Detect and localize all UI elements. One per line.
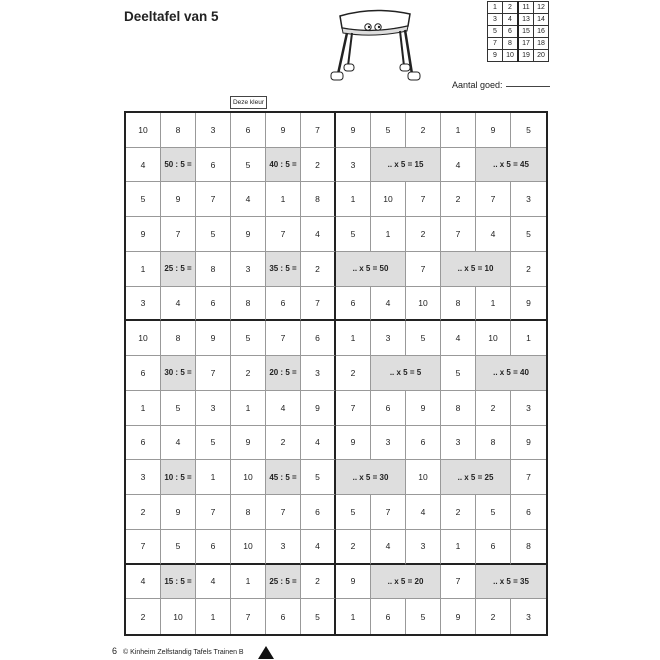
number-cell: 6 — [301, 495, 336, 530]
number-cell: 6 — [476, 530, 511, 565]
number-cell: 4 — [441, 148, 476, 183]
number-cell: 8 — [511, 530, 546, 565]
number-cell: 10 — [126, 113, 161, 148]
number-cell: 6 — [196, 148, 231, 183]
number-cell: 8 — [231, 287, 266, 322]
number-cell: 5 — [301, 599, 336, 634]
number-cell: 9 — [441, 599, 476, 634]
number-cell: 7 — [406, 182, 441, 217]
exercise-cell[interactable]: 40 : 5 = — [266, 148, 301, 183]
number-cell: 10 — [231, 460, 266, 495]
number-cell: 5 — [406, 599, 441, 634]
number-cell: 1 — [336, 321, 371, 356]
score-cell: 2 — [503, 2, 519, 14]
number-cell: 9 — [511, 287, 546, 322]
exercise-cell[interactable]: 15 : 5 = — [161, 565, 196, 600]
number-cell: 3 — [196, 113, 231, 148]
score-cell: 1 — [488, 2, 503, 14]
score-cell: 7 — [488, 38, 503, 50]
number-cell: 7 — [406, 252, 441, 287]
score-cell: 12 — [534, 2, 549, 14]
number-cell: 3 — [301, 356, 336, 391]
number-cell: 6 — [231, 113, 266, 148]
score-table — [487, 1, 549, 62]
number-cell: 7 — [301, 287, 336, 322]
exercise-cell[interactable]: 20 : 5 = — [266, 356, 301, 391]
number-cell: 1 — [441, 113, 476, 148]
number-cell: 4 — [126, 565, 161, 600]
number-cell: 4 — [301, 217, 336, 252]
number-cell: 4 — [161, 426, 196, 461]
number-cell: 10 — [126, 321, 161, 356]
number-cell: 10 — [476, 321, 511, 356]
number-cell: 4 — [371, 287, 406, 322]
number-cell: 3 — [406, 530, 441, 565]
number-cell: 3 — [511, 391, 546, 426]
number-cell: 8 — [231, 495, 266, 530]
number-cell: 9 — [336, 113, 371, 148]
number-cell: 3 — [196, 391, 231, 426]
aantal-goed — [452, 80, 550, 90]
exercise-cell[interactable]: .. x 5 = 50 — [336, 252, 406, 287]
score-cell: 19 — [518, 50, 534, 62]
exercise-cell[interactable]: 30 : 5 = — [161, 356, 196, 391]
score-cell: 6 — [503, 26, 519, 38]
score-cell: 11 — [518, 2, 534, 14]
number-cell: 9 — [266, 113, 301, 148]
number-cell: 1 — [511, 321, 546, 356]
number-cell: 5 — [231, 148, 266, 183]
number-cell: 7 — [196, 356, 231, 391]
number-cell: 7 — [511, 460, 546, 495]
number-cell: 9 — [511, 426, 546, 461]
number-cell: 9 — [476, 113, 511, 148]
number-cell: 2 — [441, 495, 476, 530]
number-cell: 4 — [126, 148, 161, 183]
number-cell: 9 — [336, 565, 371, 600]
number-cell: 2 — [441, 182, 476, 217]
number-cell: 9 — [231, 426, 266, 461]
number-cell: 6 — [266, 287, 301, 322]
number-cell: 5 — [126, 182, 161, 217]
number-cell: 1 — [336, 599, 371, 634]
score-cell: 15 — [518, 26, 534, 38]
number-cell: 8 — [301, 182, 336, 217]
number-cell: 4 — [371, 530, 406, 565]
number-cell: 7 — [126, 530, 161, 565]
score-row — [488, 38, 549, 50]
number-cell: 8 — [441, 391, 476, 426]
number-cell: 3 — [126, 287, 161, 322]
number-cell: 5 — [161, 391, 196, 426]
aantal-goed-label: Aantal goed: — [452, 80, 503, 90]
number-cell: 9 — [196, 321, 231, 356]
number-cell: 7 — [301, 113, 336, 148]
number-cell: 5 — [511, 217, 546, 252]
number-cell: 5 — [161, 530, 196, 565]
number-cell: 8 — [161, 113, 196, 148]
score-cell: 3 — [488, 14, 503, 26]
number-cell: 3 — [371, 321, 406, 356]
number-cell: 4 — [231, 182, 266, 217]
number-cell: 4 — [301, 530, 336, 565]
score-cell: 17 — [518, 38, 534, 50]
number-cell: 6 — [196, 530, 231, 565]
score-cell: 10 — [503, 50, 519, 62]
page-footer — [112, 646, 244, 656]
score-cell: 20 — [534, 50, 549, 62]
number-cell: 6 — [336, 287, 371, 322]
number-cell: 7 — [231, 599, 266, 634]
number-cell: 3 — [126, 460, 161, 495]
exercise-cell[interactable]: .. x 5 = 30 — [336, 460, 406, 495]
number-cell: 7 — [266, 321, 301, 356]
number-cell: 4 — [196, 565, 231, 600]
number-cell: 6 — [126, 426, 161, 461]
number-cell: 6 — [371, 599, 406, 634]
exercise-cell[interactable]: .. x 5 = 45 — [476, 148, 546, 183]
number-cell: 7 — [196, 495, 231, 530]
number-cell: 7 — [161, 217, 196, 252]
number-cell: 6 — [511, 495, 546, 530]
number-cell: 9 — [126, 217, 161, 252]
number-cell: 2 — [511, 252, 546, 287]
exercise-cell[interactable]: .. x 5 = 20 — [371, 565, 441, 600]
number-cell: 7 — [476, 182, 511, 217]
number-cell: 9 — [336, 426, 371, 461]
number-cell: 2 — [476, 391, 511, 426]
number-cell: 3 — [526, 611, 531, 622]
number-cell: 1 — [336, 182, 371, 217]
number-cell: 6 — [406, 426, 441, 461]
number-cell: 5 — [476, 495, 511, 530]
number-cell: 7 — [196, 182, 231, 217]
exercise-grid — [124, 111, 548, 636]
exercise-cell[interactable]: .. x 5 = 35 — [476, 565, 546, 600]
number-cell: 8 — [196, 252, 231, 287]
number-cell: 4 — [476, 217, 511, 252]
number-cell: 3 — [371, 426, 406, 461]
exercise-cell[interactable]: .. x 5 = 25 — [441, 460, 511, 495]
number-cell: 7 — [441, 217, 476, 252]
score-cell: 14 — [534, 14, 549, 26]
stool-illustration — [318, 4, 428, 86]
exercise-cell[interactable]: 25 : 5 = — [161, 252, 196, 287]
score-cell: 16 — [534, 26, 549, 38]
number-cell: 10 — [371, 182, 406, 217]
score-row — [488, 2, 549, 14]
number-cell: 5 — [301, 460, 336, 495]
number-cell: 6 — [126, 356, 161, 391]
number-cell: 5 — [371, 113, 406, 148]
number-cell: 5 — [336, 217, 371, 252]
number-cell: 5 — [441, 356, 476, 391]
exercise-cell[interactable]: .. x 5 = 40 — [476, 356, 546, 391]
number-cell: 1 — [196, 599, 231, 634]
exercise-cell[interactable]: 45 : 5 = — [266, 460, 301, 495]
number-cell: 1 — [126, 391, 161, 426]
number-cell: 3 — [441, 426, 476, 461]
number-cell: 6 — [266, 599, 301, 634]
number-cell: 5 — [196, 217, 231, 252]
aantal-goed-answer-line[interactable] — [506, 86, 550, 87]
number-cell: 3 — [231, 252, 266, 287]
number-cell: 1 — [231, 391, 266, 426]
number-cell: 7 — [441, 565, 476, 600]
number-cell: 3 — [336, 148, 371, 183]
number-cell: 7 — [266, 217, 301, 252]
exercise-cell[interactable]: 25 : 5 = — [266, 565, 301, 600]
number-cell: 4 — [406, 495, 441, 530]
number-cell: 7 — [336, 391, 371, 426]
score-cell: 4 — [503, 14, 519, 26]
number-cell: 7 — [371, 495, 406, 530]
number-cell: 5 — [511, 113, 546, 148]
exercise-cell[interactable]: 35 : 5 = — [266, 252, 301, 287]
number-cell: 9 — [406, 391, 441, 426]
number-cell: 4 — [441, 321, 476, 356]
number-cell: 2 — [301, 252, 336, 287]
number-cell: 1 — [231, 565, 266, 600]
number-cell: 2 — [406, 217, 441, 252]
number-cell: 10 — [406, 460, 441, 495]
score-cell: 13 — [518, 14, 534, 26]
number-cell: 8 — [441, 287, 476, 322]
number-cell: 3 — [266, 530, 301, 565]
number-cell: 6 — [301, 321, 336, 356]
number-cell: 5 — [406, 321, 441, 356]
score-row — [488, 50, 549, 62]
exercise-cell[interactable]: 10 : 5 = — [161, 460, 196, 495]
number-cell: 1 — [371, 217, 406, 252]
number-cell: 10 — [231, 530, 266, 565]
score-row — [488, 14, 549, 26]
number-cell: 2 — [231, 356, 266, 391]
number-cell: 9 — [301, 391, 336, 426]
number-cell: 1 — [196, 460, 231, 495]
number-cell: 8 — [161, 321, 196, 356]
number-cell: 4 — [301, 426, 336, 461]
number-cell: 2 — [476, 599, 511, 634]
number-cell: 2 — [301, 565, 336, 600]
copyright-text: © Kinheim Zelfstandig Tafels Trainen B — [123, 649, 244, 656]
number-cell: 2 — [126, 495, 161, 530]
number-cell: 9 — [231, 217, 266, 252]
number-cell: 7 — [266, 495, 301, 530]
score-cell: 18 — [534, 38, 549, 50]
number-cell: 2 — [336, 530, 371, 565]
number-cell: 2 — [336, 356, 371, 391]
number-cell: 2 — [126, 599, 161, 634]
number-cell: 3 — [511, 182, 546, 217]
number-cell: 10 — [161, 599, 196, 634]
number-cell: 1 — [441, 530, 476, 565]
score-cell: 5 — [488, 26, 503, 38]
number-cell: 1 — [126, 252, 161, 287]
number-cell: 5 — [196, 426, 231, 461]
number-cell: 10 — [406, 287, 441, 322]
number-cell: 1 — [476, 287, 511, 322]
number-cell: 2 — [301, 148, 336, 183]
number-cell: 2 — [266, 426, 301, 461]
number-cell: 6 — [371, 391, 406, 426]
exercise-cell[interactable]: 50 : 5 = — [161, 148, 196, 183]
page-title: Deeltafel van 5 — [124, 9, 219, 24]
score-row — [488, 26, 549, 38]
exercise-cell[interactable]: .. x 5 = 5 — [371, 356, 441, 391]
number-cell: 4 — [266, 391, 301, 426]
number-cell: 5 — [231, 321, 266, 356]
exercise-cell[interactable]: .. x 5 = 10 — [441, 252, 511, 287]
color-key-box[interactable]: Deze kleur — [230, 96, 267, 109]
triangle-marker-icon — [258, 646, 274, 659]
number-cell: 9 — [161, 495, 196, 530]
exercise-cell[interactable]: .. x 5 = 15 — [371, 148, 441, 183]
number-cell: 5 — [336, 495, 371, 530]
number-cell: 2 — [406, 113, 441, 148]
number-cell: 8 — [476, 426, 511, 461]
number-cell: 1 — [266, 182, 301, 217]
page-number: 6 — [112, 646, 118, 656]
number-cell: 4 — [161, 287, 196, 322]
number-cell: 6 — [196, 287, 231, 322]
score-cell: 8 — [503, 38, 519, 50]
score-cell: 9 — [488, 50, 503, 62]
number-cell: 9 — [161, 182, 196, 217]
